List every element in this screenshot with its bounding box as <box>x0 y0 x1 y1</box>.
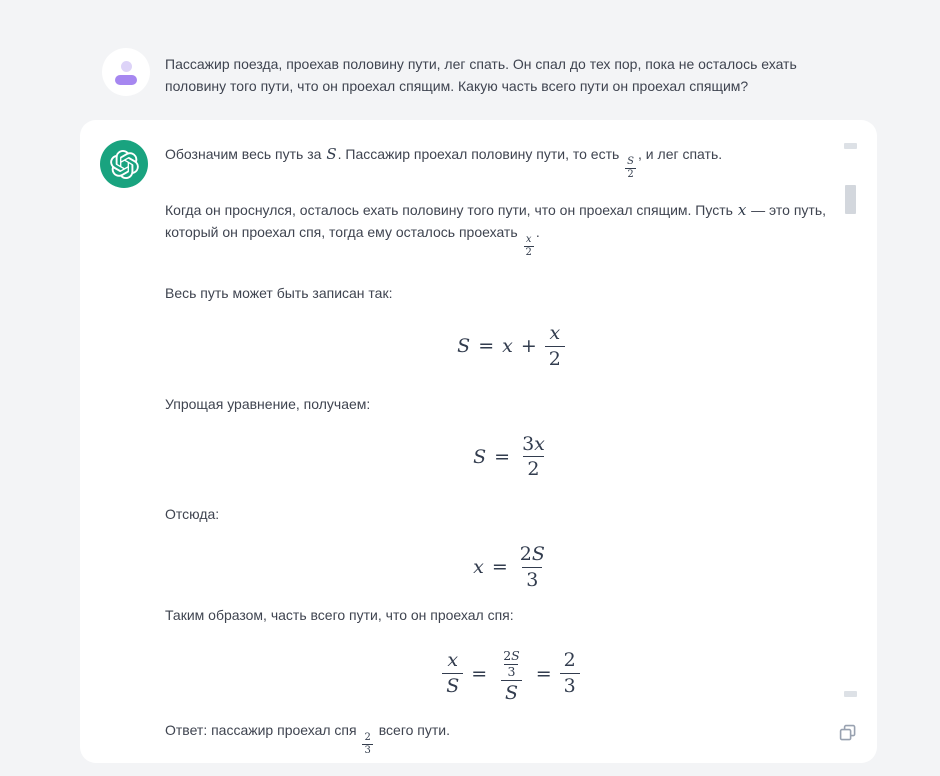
copy-icon <box>837 722 859 744</box>
text-segment: — это путь, который он проехал спя, тогда ему осталось проехать <box>165 202 827 240</box>
math-var: x <box>737 201 747 219</box>
paragraph-lead-simplify: Упрощая уравнение, получаем: <box>165 395 371 412</box>
paragraph-lead-result: Таким образом, часть всего пути, что он проехал спя: <box>165 606 514 623</box>
gray-marker-bottom <box>844 691 857 697</box>
fraction <box>545 322 565 371</box>
user-avatar <box>102 48 150 96</box>
text-segment: . Пассажир проехал половину пути, то есть <box>337 146 624 162</box>
paragraph-answer <box>165 719 857 757</box>
fraction <box>516 543 549 592</box>
paragraph-lead-hence: Отсюда: <box>165 506 220 523</box>
fraction-numerator: S <box>627 156 635 167</box>
fraction-numerator <box>495 643 528 681</box>
fraction-numerator: 2 <box>364 731 371 743</box>
assistant-avatar <box>100 140 148 188</box>
equals-sign: = <box>471 662 488 685</box>
fraction-numerator: 2 <box>563 649 576 672</box>
fraction-denominator: 3 <box>522 567 542 592</box>
assistant-message-content <box>165 143 857 757</box>
inline-fraction <box>524 234 534 259</box>
nested-fraction <box>499 649 524 680</box>
fraction <box>560 649 580 698</box>
fraction-numerator <box>518 433 549 457</box>
equals-sign: = <box>491 556 508 579</box>
equals-sign: = <box>478 335 495 358</box>
coefficient: 2 <box>503 647 512 663</box>
paragraph-lead-equation: Весь путь может быть записан так: <box>165 285 393 301</box>
coefficient: 3 <box>522 432 535 455</box>
math-var: x <box>502 335 513 358</box>
math-var: S <box>473 445 487 468</box>
text-segment: Обозначим весь путь за <box>165 146 326 162</box>
fraction <box>442 649 463 698</box>
equals-sign: = <box>535 662 552 685</box>
fraction-numerator: x <box>447 649 459 672</box>
coefficient: 2 <box>519 543 532 566</box>
fraction-denominator: 2 <box>525 247 532 258</box>
fraction-numerator <box>499 649 524 664</box>
assistant-message-card <box>80 120 877 763</box>
text-segment: . <box>535 224 540 240</box>
fraction-denominator: S <box>442 673 463 698</box>
fraction-denominator: 3 <box>364 744 371 756</box>
plus-sign: + <box>520 335 537 358</box>
math-var: S <box>457 335 471 358</box>
user-message-text: Пассажир поезда, проехав половину пути, лег спать. Он спал до тех пор, пока не осталось ехать половину того пути, что он проехал спящим. Какую часть всего пути он проехал спящим? <box>165 56 797 94</box>
copy-button[interactable] <box>836 722 860 746</box>
fraction-denominator: 2 <box>627 169 634 180</box>
fraction-denominator: S <box>501 680 522 705</box>
paragraph-intro <box>165 143 857 181</box>
formula-x-value <box>165 543 857 592</box>
fraction-denominator: 2 <box>523 456 543 481</box>
fraction-numerator: x <box>549 322 561 344</box>
openai-logo-icon <box>110 150 139 179</box>
math-var: x <box>534 432 545 455</box>
fraction-numerator: x <box>525 234 532 245</box>
scrollbar-thumb[interactable] <box>845 185 856 214</box>
gray-marker-top <box>844 143 857 149</box>
fraction-numerator <box>516 543 549 567</box>
text-segment: всего пути. <box>374 721 450 738</box>
math-var: x <box>473 556 484 579</box>
fraction <box>495 643 528 706</box>
formula-final-ratio <box>165 642 857 706</box>
equals-sign: = <box>494 445 511 468</box>
text-segment: Когда он проснулся, осталось ехать половину того пути, что он проехал спящим. Пусть <box>165 202 737 218</box>
inline-fraction <box>362 732 372 757</box>
formula-total-path <box>165 322 857 371</box>
text-segment: Ответ: пассажир проехал спя <box>165 721 361 738</box>
fraction-denominator: 2 <box>545 346 565 371</box>
fraction <box>518 433 549 482</box>
paragraph-setup <box>165 199 857 259</box>
math-var: S <box>511 647 520 663</box>
math-var: S <box>531 543 545 566</box>
fraction-denominator: 3 <box>504 664 518 679</box>
formula-simplified <box>165 433 857 482</box>
text-segment: , и лег спать. <box>638 146 723 162</box>
inline-fraction <box>625 156 636 181</box>
fraction-denominator: 3 <box>560 673 580 698</box>
math-var: S <box>326 145 337 163</box>
